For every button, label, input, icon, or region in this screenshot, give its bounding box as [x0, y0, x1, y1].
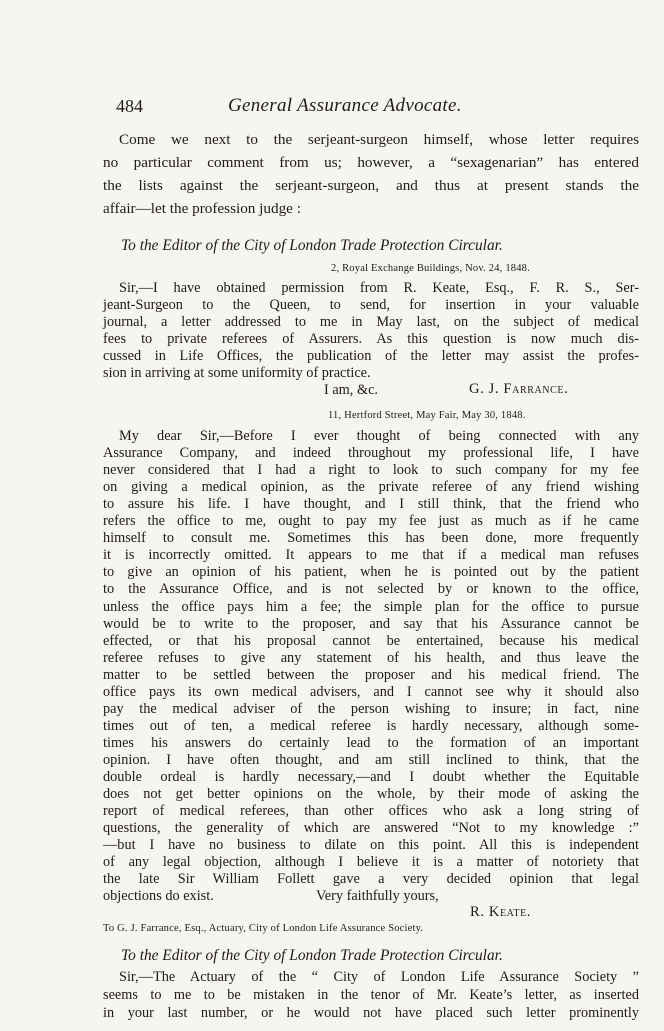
letter-line: effected, or that his proposal cannot be entertained, because his medical	[103, 633, 639, 649]
letter-line: office pays its own medical advisers, and I cannot see why it should also	[103, 684, 639, 700]
letter-closing: Very faithfully yours,	[316, 888, 439, 904]
letter-line: unless the office pays him a fee; the simple plan for the office to pursue	[103, 599, 639, 615]
letter-line: times out of ten, a medical referee is hardly necessary, although some-	[103, 718, 639, 734]
letter-line: —but I have no business to dilate on this point. All this is independent	[103, 837, 639, 853]
letter-address: 11, Hertford Street, May Fair, May 30, 1848.	[328, 410, 526, 421]
letter-line: opinion. I have often thought, and am still inclined to think, that the	[103, 752, 639, 768]
page-number: 484	[116, 96, 143, 116]
letter-line: Sir,—I have obtained permission from R. Keate, Esq., F. R. S., Ser-	[119, 280, 639, 296]
letter-line: pay the medical adviser of the person wishing to insure; in fact, nine	[103, 701, 639, 717]
letter-line: Assurance Company, and indeed throughout my professional life, I have	[103, 445, 639, 461]
letter-line: the late Sir William Follett gave a very decided opinion that legal	[103, 871, 639, 887]
letter-addressee: To G. J. Farrance, Esq., Actuary, City of London Life Assurance Society.	[103, 923, 424, 934]
letter-line: to assure his life. I have thought, and I still think, that the friend who	[103, 496, 639, 512]
letter-line: jeant-Surgeon to the Queen, to send, for insertion in your valuable	[103, 297, 639, 313]
letter-line: Sir,—The Actuary of the “ City of London Life Assurance Society ”	[119, 969, 639, 985]
letter-line: would be to write to the proposer, and say that his Assurance cannot be	[103, 616, 639, 632]
letter-signature: R. Keate.	[470, 904, 532, 920]
letter-line: times his answers do certainly lead to the formation of an important	[103, 735, 639, 751]
intro-line: Come we next to the serjeant-surgeon himself, whose letter requires	[119, 131, 639, 148]
letter-line: questions, the generality of which are answered “Not to my knowledge :”	[103, 820, 639, 836]
letter-line: double ordeal is hardly necessary,—and I doubt whether the Equitable	[103, 769, 639, 785]
letter-line: of any legal objection, although I believe it is a matter of notoriety that	[103, 854, 639, 870]
running-title: General Assurance Advocate.	[228, 95, 462, 116]
letter-closing: I am, &c.	[324, 382, 378, 398]
letter-line: matter to be settled between the proposer and his medical friend. The	[103, 667, 639, 683]
letter-line: on giving a medical opinion, as the private referee of any friend wishing	[103, 479, 639, 495]
letter-line: referee refuses to give any statement of his health, and thus leave the	[103, 650, 639, 666]
letter-signature: G. J. Farrance.	[469, 381, 569, 397]
letter-heading: To the Editor of the City of London Trade Protection Circular.	[121, 237, 503, 254]
letter-line: fees to private referees of Assurers. As this question is now much dis-	[103, 331, 639, 347]
intro-line: no particular comment from us; however, a “sexagenarian” has entered	[103, 154, 639, 171]
letter-line: to the Assurance Office, and is not selected by or known to the office,	[103, 581, 639, 597]
letter-line: himself to consult me. Sometimes this has been done, more frequently	[103, 530, 639, 546]
letter-line: does not get better opinions on the whole, by their mode of asking the	[103, 786, 639, 802]
letter-line: never considered that I had a right to look to such company for my fee	[103, 462, 639, 478]
letter-line: in your last number, or he would not have placed such letter prominently	[103, 1005, 639, 1021]
letter-line: My dear Sir,—Before I ever thought of being connected with any	[119, 428, 639, 444]
letter-line: to give an opinion of his patient, when he is pointed out by the patient	[103, 564, 639, 580]
letter-line: report of medical referees, than other offices who ask a long string of	[103, 803, 639, 819]
letter-address: 2, Royal Exchange Buildings, Nov. 24, 1848.	[331, 263, 530, 274]
letter-line: it is incorrectly omitted. It appears to me that if a medical man refuses	[103, 547, 639, 563]
intro-line: the lists against the serjeant-surgeon, and thus at present stands the	[103, 177, 639, 194]
letter-heading: To the Editor of the City of London Trade Protection Circular.	[121, 947, 503, 964]
letter-line: objections do exist.	[103, 888, 214, 904]
letter-line: sion in arriving at some uniformity of practice.	[103, 365, 371, 381]
letter-line: cussed in Life Offices, the publication of the letter may assist the profes-	[103, 348, 639, 364]
intro-line: affair—let the profession judge :	[103, 200, 301, 217]
letter-line: seems to me to be mistaken in the tenor of Mr. Keate’s letter, as inserted	[103, 987, 639, 1003]
letter-line: refers the office to me, ought to pay my fee just as much as if he came	[103, 513, 639, 529]
letter-line: journal, a letter addressed to me in May last, on the subject of medical	[103, 314, 639, 330]
